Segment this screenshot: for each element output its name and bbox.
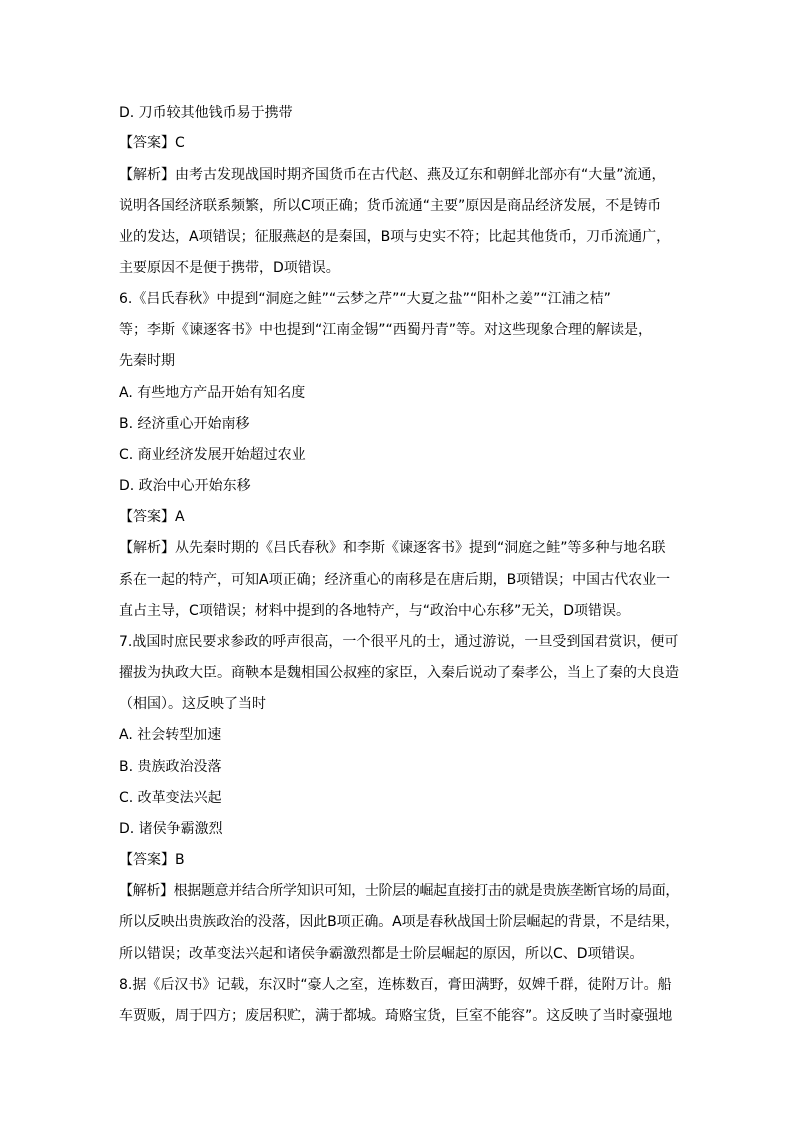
option-c-q6: C. 商业经济发展开始超过农业 <box>119 447 306 463</box>
question-7-line3: （相国）。这反映了当时 <box>119 696 266 712</box>
answer-q5: 【答案】C <box>119 135 185 151</box>
question-6-line2: 等；李斯《谏逐客书》中也提到“江南金锡”“西蜀丹青”等。对这些现象合理的解读是， <box>119 322 653 338</box>
question-6-line3: 先秦时期 <box>119 353 175 369</box>
analysis-q5-line1: 【解析】由考古发现战国时期齐国货币在古代赵、燕及辽东和朝鲜北部亦有“大量”流通， <box>119 167 666 183</box>
analysis-q6-line3: 直占主导，C项错误；材料中提到的各地特产，与“政治中心东移”无关，D项错误。 <box>119 603 631 619</box>
option-b-q7: B. 贵族政治没落 <box>119 759 222 775</box>
answer-q6: 【答案】A <box>119 509 185 525</box>
analysis-q5-line2: 说明各国经济联系频繁，所以C项正确；货币流通“主要”原因是商品经济发展，不是铸币 <box>119 198 662 214</box>
analysis-q5-line4: 主要原因不是便于携带，D项错误。 <box>119 260 340 276</box>
question-6-line1: 6.《吕氏春秋》中提到“洞庭之鲑”“云梦之芹”“大夏之盐”“阳朴之姜”“江浦之桔” <box>119 291 611 307</box>
question-8-line2: 车贾贩，周于四方；废居积贮，满于都城。琦赂宝货，巨室不能容”。这反映了当时豪强地 <box>119 1008 673 1024</box>
answer-q7: 【答案】B <box>119 852 185 868</box>
option-b-q6: B. 经济重心开始南移 <box>119 416 250 432</box>
analysis-q7-line1: 【解析】根据题意并结合所学知识可知，士阶层的崛起直接打击的就是贵族垄断官场的局面， <box>119 883 680 899</box>
analysis-q6-line2: 系在一起的特产，可知A项正确；经济重心的南移是在唐后期，B项错误；中国古代农业一 <box>119 572 671 588</box>
option-a-q7: A. 社会转型加速 <box>119 727 222 743</box>
option-d-q5: D. 刀币较其他钱币易于携带 <box>119 105 293 121</box>
analysis-q7-line2: 所以反映出贵族政治的没落，因此B项正确。A项是春秋战国士阶层崛起的背景，不是结果， <box>119 914 680 930</box>
question-7-line2: 擢拔为执政大臣。商鞅本是魏相国公叔痤的家臣，入秦后说动了秦孝公，当上了秦的大良造 <box>119 665 679 681</box>
question-7-line1: 7.战国时庶民要求参政的呼声很高，一个很平凡的士，通过游说，一旦受到国君赏识，便可 <box>119 634 679 650</box>
analysis-q7-line3: 所以错误；改革变法兴起和诸侯争霸激烈都是士阶层崛起的原因，所以C、D项错误。 <box>119 946 644 962</box>
option-d-q6: D. 政治中心开始东移 <box>119 478 251 494</box>
option-a-q6: A. 有些地方产品开始有知名度 <box>119 385 306 401</box>
analysis-q5-line3: 业的发达，A项错误；征服燕赵的是秦国，B项与史实不符；比起其他货币，刀币流通广， <box>119 229 671 245</box>
option-d-q7: D. 诸侯争霸激烈 <box>119 821 223 837</box>
question-8-line1: 8.据《后汉书》记载，东汉时“豪人之室，连栋数百，膏田满野，奴婢千群，徒附万计。船 <box>119 977 672 993</box>
option-c-q7: C. 改革变法兴起 <box>119 790 222 806</box>
analysis-q6-line1: 【解析】从先秦时期的《吕氏春秋》和李斯《谏逐客书》提到“洞庭之鲑”等多种与地名联 <box>119 540 666 556</box>
